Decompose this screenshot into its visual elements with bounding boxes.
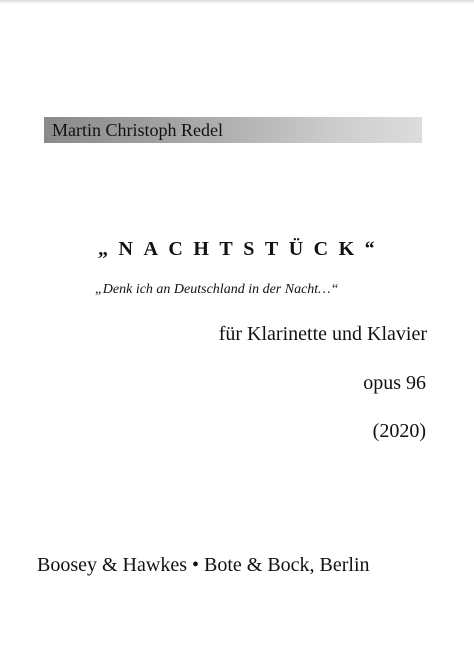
opus-number: opus 96 [363,372,426,394]
work-subtitle: „Denk ich an Deutschland in der Nacht…“ [95,282,339,297]
publisher: Boosey & Hawkes • Bote & Bock, Berlin [37,554,370,576]
scan-edge [0,0,474,4]
composition-year: (2020) [372,420,426,442]
composer-name: Martin Christoph Redel [52,120,223,140]
work-title: „NACHTSTÜCK“ [98,238,386,260]
instrumentation: für Klarinette und Klavier [218,323,427,345]
